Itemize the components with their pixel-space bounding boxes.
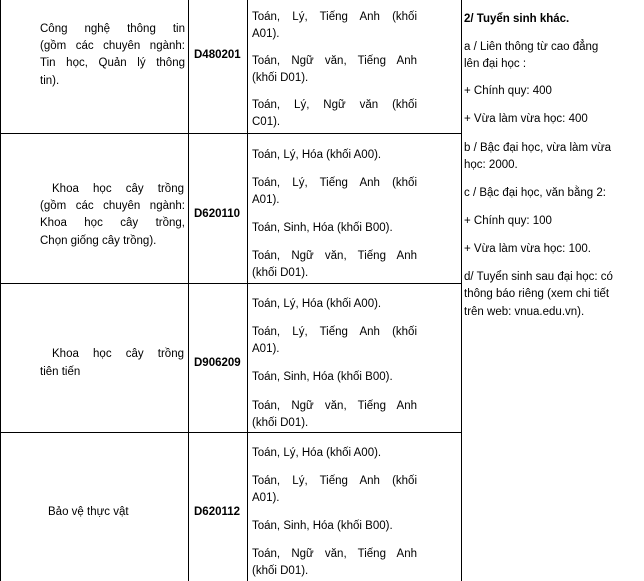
subject-line: Toán, Lý, Hóa (khối A00). <box>252 447 382 459</box>
row-divider-3 <box>0 432 461 433</box>
table-border-left <box>0 0 1 581</box>
side-text-line: d/ Tuyển sinh sau đại học: có <box>464 271 613 283</box>
major-name-line: Bảo vệ thực vật <box>48 506 129 518</box>
subject-line: Toán, Lý, Hóa (khối A00). <box>252 149 382 161</box>
major-code: D480201 <box>194 49 241 61</box>
subject-line: A01). <box>252 28 280 40</box>
subject-line: Toán, Ngữ văn, Tiếng Anh <box>252 400 417 412</box>
major-name-line: Khoa học cây trồng <box>52 183 184 195</box>
row-divider-2 <box>0 283 461 284</box>
side-text-line: + Chính quy: 100 <box>464 215 552 227</box>
subject-line: Toán, Lý, Tiếng Anh (khối <box>252 326 417 338</box>
subject-line: Toán, Sinh, Hóa (khối B00). <box>252 222 393 234</box>
subject-line: C01). <box>252 116 281 128</box>
major-code: D906209 <box>194 357 241 369</box>
major-name-line: tiên tiến <box>40 366 81 378</box>
subject-line: Toán, Lý, Ngữ văn (khối <box>252 99 417 111</box>
major-name-line: (gồm các chuyên ngành: <box>40 40 185 52</box>
subject-line: Toán, Sinh, Hóa (khối B00). <box>252 371 393 383</box>
subject-line: A01). <box>252 194 280 206</box>
side-text-line: học: 2000. <box>464 159 518 171</box>
major-name-line: tin). <box>40 75 60 87</box>
side-text-line: c / Bậc đại học, văn bằng 2: <box>464 187 606 199</box>
subject-line: Toán, Lý, Tiếng Anh (khối <box>252 11 417 23</box>
subject-line: Toán, Lý, Tiếng Anh (khối <box>252 475 417 487</box>
subject-line: Toán, Ngữ văn, Tiếng Anh <box>252 548 417 560</box>
subject-line: Toán, Ngữ văn, Tiếng Anh <box>252 55 417 67</box>
major-code: D620112 <box>194 506 241 518</box>
table-divider-code-subjects <box>247 0 248 581</box>
side-text-line: + Chính quy: 400 <box>464 85 552 97</box>
side-text-line: + Vừa làm vừa học: 100. <box>464 243 591 255</box>
table-border-right <box>461 0 462 581</box>
subject-line: A01). <box>252 343 280 355</box>
subject-line: (khối D01). <box>252 267 309 279</box>
major-name-line: Tin học, Quản lý thông <box>40 57 185 69</box>
major-name-line: (gồm các chuyên ngành: <box>40 200 185 212</box>
subject-line: A01). <box>252 492 280 504</box>
section-heading: 2/ Tuyển sinh khác. <box>464 13 570 25</box>
subject-line: Toán, Lý, Tiếng Anh (khối <box>252 177 417 189</box>
side-text-line: b / Bậc đại học, vừa làm vừa <box>464 142 612 154</box>
side-text-line: + Vừa làm vừa học: 400 <box>464 113 588 125</box>
major-name-line: Khoa học cây trồng <box>52 348 184 360</box>
side-text-line: trên web: vnua.edu.vn). <box>464 306 585 318</box>
side-text-line: thông báo riêng (xem chi tiết <box>464 288 610 300</box>
row-divider-1 <box>0 133 461 134</box>
subject-line: (khối D01). <box>252 72 309 84</box>
side-text-line: a / Liên thông từ cao đẳng <box>464 41 599 53</box>
major-name-line: Công nghệ thông tin <box>40 23 185 35</box>
subject-line: Toán, Sinh, Hóa (khối B00). <box>252 520 393 532</box>
subject-line: (khối D01). <box>252 565 309 577</box>
major-name-line: Chọn giống cây trồng). <box>40 235 157 247</box>
table-divider-name-code <box>188 0 189 581</box>
major-code: D620110 <box>194 208 241 220</box>
subject-line: Toán, Ngữ văn, Tiếng Anh <box>252 250 417 262</box>
major-name-line: Khoa học cây trồng, <box>40 217 185 229</box>
subject-line: Toán, Lý, Hóa (khối A00). <box>252 298 382 310</box>
subject-line: (khối D01). <box>252 417 309 429</box>
side-text-line: lên đại học : <box>464 58 527 70</box>
